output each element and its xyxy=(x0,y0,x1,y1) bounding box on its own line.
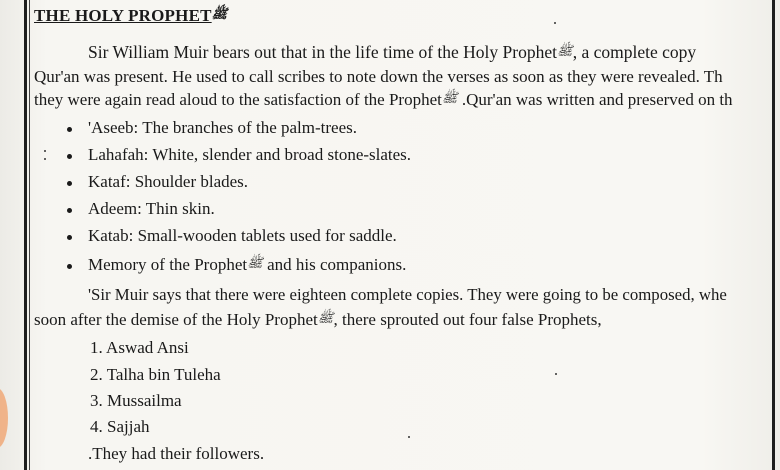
bullet-dot xyxy=(67,208,72,213)
bullet-dot xyxy=(67,235,72,240)
bullet-item: Lahafah: White, slender and broad stone-slates. xyxy=(88,145,412,164)
numbered-item: 2. Talha bin Tuleha xyxy=(90,365,221,384)
para1-line1: Sir William Muir bears out that in the life time of the Holy Prophetﷺ, a complete copy xyxy=(88,42,697,62)
right-border-rule xyxy=(772,0,775,470)
salutation-ornament: ﷺ xyxy=(441,90,458,105)
para2-line1: 'Sir Muir says that there were eighteen complete copies. They were going to be composed, whe xyxy=(88,285,727,304)
bullet-dot xyxy=(67,181,72,186)
bullet-item: 'Aseeb: The branches of the palm-trees. xyxy=(88,118,357,137)
bullet-dot xyxy=(67,264,72,269)
speck xyxy=(44,158,46,160)
para1-line2: Qur'an was present. He used to call scribes to note down the verses as soon as they were revealed. Th xyxy=(34,67,723,86)
closing-line: .They had their followers. xyxy=(88,444,265,463)
numbered-item: 3. Mussailma xyxy=(90,391,182,410)
bullet-item: Kataf: Shoulder blades. xyxy=(88,172,249,191)
numbered-item: 1. Aswad Ansi xyxy=(90,338,189,357)
bullet-dot xyxy=(67,154,72,159)
para1-line3: they were again read aloud to the satisfaction of the Prophetﷺ .Qur'an was written and preserved on th xyxy=(34,90,733,109)
bullet-item: Memory of the Prophetﷺ and his companions. xyxy=(88,255,407,274)
speck xyxy=(408,436,410,438)
salutation-ornament: ﷺ xyxy=(317,310,334,325)
salutation-ornament: ﷺ xyxy=(247,255,263,270)
para2-line2: soon after the demise of the Holy Prophetﷺ, there sprouted out four false Prophets, xyxy=(34,310,602,329)
section-heading: THE HOLY PROPHETﷺ xyxy=(34,6,228,25)
numbered-item: 4. Sajjah xyxy=(90,417,150,436)
speck xyxy=(44,150,46,152)
salutation-ornament: ﷺ xyxy=(556,43,573,58)
speck xyxy=(555,373,557,375)
left-border-rule xyxy=(24,0,27,470)
salutation-ornament: ﷺ xyxy=(211,6,228,21)
speck xyxy=(554,22,556,24)
bullet-dot xyxy=(67,127,72,132)
bullet-item: Katab: Small-wooden tablets used for saddle. xyxy=(88,226,397,245)
orange-edge-mark xyxy=(0,388,8,448)
bullet-item: Adeem: Thin skin. xyxy=(88,199,215,218)
left-border-rule-inner xyxy=(29,0,30,470)
